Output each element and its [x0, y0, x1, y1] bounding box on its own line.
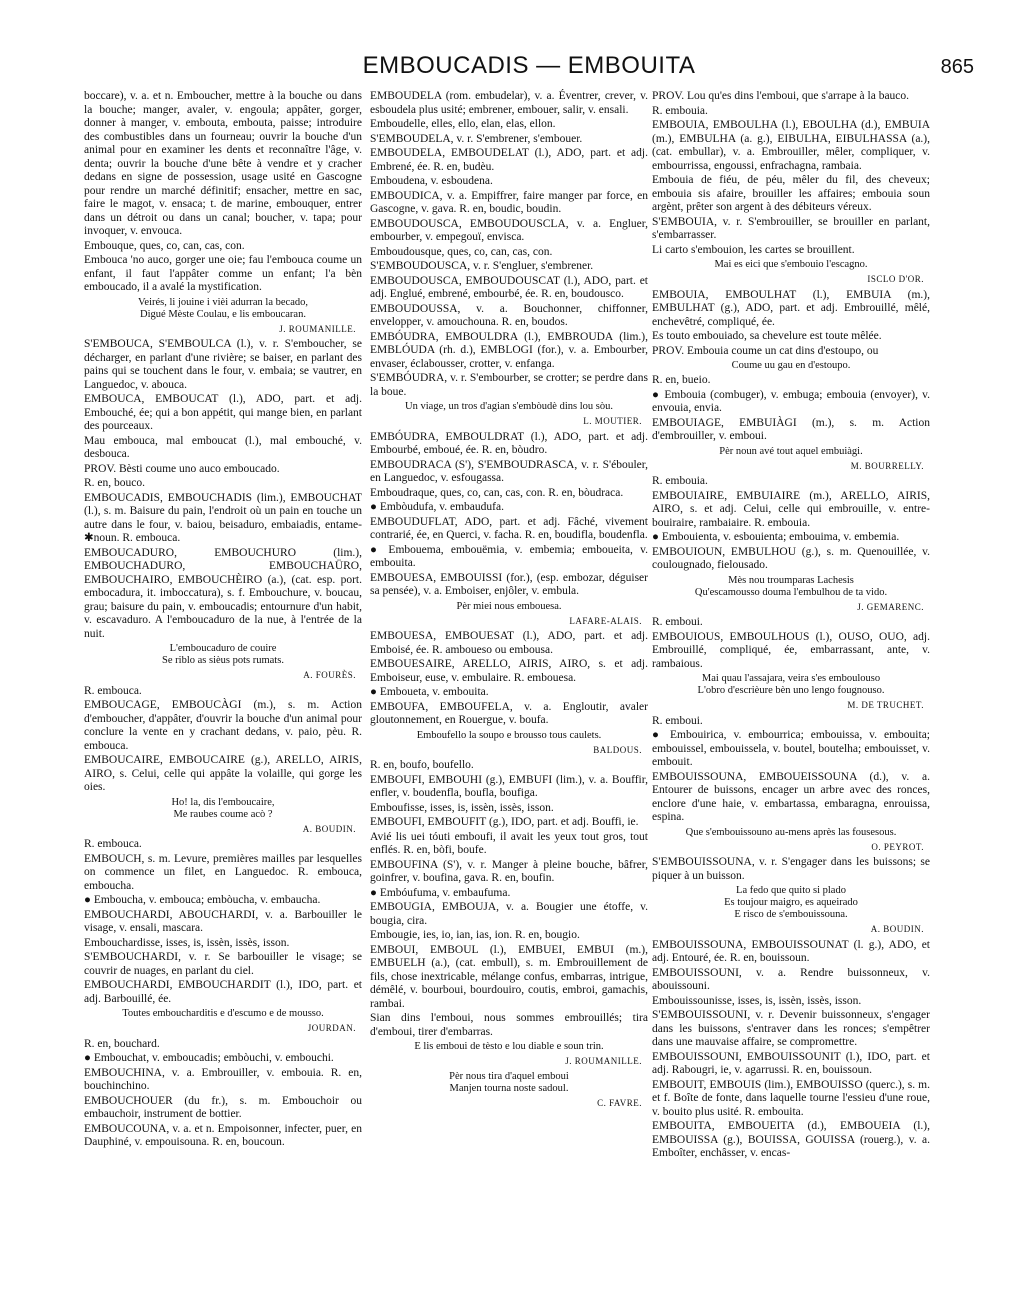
dictionary-entry: EMBOUCHINA, v. a. Embrouiller, v. embouia. R. en, bouchinchino.	[84, 1066, 362, 1092]
dictionary-entry: EMBOUDRACA (S'), S'EMBOUDRASCA, v. r. S'ébouler, en Languedoc, v. esfougassa.	[370, 458, 648, 484]
quotation-verse	[652, 360, 930, 372]
dictionary-entry: Embouia de fiéu, de péu, mêler du fil, des cheveux; embouia sis afaire, brouiller les affaires; embouia soun argènt, prêter son argent à des débiteurs véreux.	[652, 174, 930, 213]
dictionary-entry: EMBOUCHARDI, EMBOUCHARDIT (l.), IDO, part. et adj. Barbouillé, ée.	[84, 979, 362, 1005]
verse-line: Digué Mèste Coulau, e lis emboucaran.	[140, 308, 306, 320]
column-3	[652, 90, 930, 1162]
dictionary-entry: EMBOUISSOUNI, v. a. Rendre buissonneux, v. abouissouni.	[652, 966, 930, 992]
verse-line: Manjen tourna noste sadoul.	[449, 1082, 569, 1094]
verse-line: Coume uu gau en d'estoupo.	[731, 360, 851, 371]
dictionary-entry: EMBOUISSOUNA, EMBOUEISSOUNA (d.), v. a. Entourer de buissons, encager un arbre avec des ronces, enclore d'une haie, v. embartassa, embaragna, enrouissa, espina.	[652, 770, 930, 823]
dictionary-entry: EMBÓUDRA, EMBOULDRA (l.), EMBROUDA (lim.), EMBLÓUDA (rh. d.), EMBLOGI (for.), v. a. Embourber, envaser, éclabousser, crotter, v. enfanga.	[370, 330, 648, 370]
quotation-verse	[370, 601, 648, 613]
dictionary-entry: R. embouca.	[84, 684, 142, 697]
dictionary-entry: ● Embouia (combuger), v. embuga; embouia (envoyer), v. envouia, envia.	[652, 388, 930, 414]
dictionary-entry: Embougie, ies, io, ian, ias, ion. R. en, bougio.	[370, 929, 580, 941]
verse-line: E risco de s'embouissouna.	[734, 909, 848, 920]
dictionary-entry: EMBOUI, EMBOUL (l.), EMBUEI, EMBUI (m.), EMBUELH (a.), (cat. embull), s. m. Embrouillement de fils, chose inextricable, mélange confus, embarras, intrigue, démêlé, v. bourboui, bourdouiro, coutis, embroi, gamachis, rambai.	[370, 943, 648, 1010]
quotation-verse	[84, 643, 362, 667]
dictionary-entry: S'EMBOUCHARDI, v. r. Se barbouiller le visage; se couvrir de nuages, en parlant du ciel.	[84, 951, 362, 977]
dictionary-entry: EMBOUDICA, v. a. Empiffrer, faire manger par force, en Gascogne, v. gava. R. en, boudic, boudin.	[370, 189, 648, 215]
dictionary-entry: R. embouia.	[652, 475, 708, 487]
dictionary-entry: Es touto embouiado, sa chevelure est toute mêlée.	[652, 330, 882, 342]
dictionary-entry: EMBOUFA, EMBOUFELA, v. a. Engloutir, avaler gloutonnement, en Rouergue, v. boufa.	[370, 700, 648, 726]
quotation-source: M. DE TRUCHET.	[847, 700, 924, 710]
dictionary-entry: EMBOUESAIRE, ARELLO, AIRIS, AIRO, s. et adj. Emboiseur, euse, v. embulaire. R. embouesa.	[370, 658, 648, 684]
dictionary-entry: S'EMBOUDOUSCA, v. r. S'engluer, s'embrener.	[370, 260, 594, 272]
quotation-source: A. BOUDIN.	[870, 924, 924, 934]
quotation-verse	[370, 1071, 648, 1095]
quotation-source: ISCLO D'OR.	[867, 274, 924, 284]
verse-line: Se riblo as sièus pots rumats.	[162, 655, 284, 666]
dictionary-entry: EMBOUCH, s. m. Levure, premières mailles par lesquelles on commence un filet, en Languedoc. R. embouca, emboucha.	[84, 852, 362, 892]
verse-line: Mai es eici que s'embouio l'escagno.	[714, 259, 868, 270]
verse-line: Mai quau l'assajara, veira s'es emboulouso	[701, 673, 881, 684]
dictionary-entry: ● Embouema, embouëmia, v. embemia; emboueita, v. embouita.	[370, 543, 648, 569]
dictionary-entry: EMBOUDOUSCA, EMBOUDOUSCLA, v. a. Engluer, embourber, v. empegouï, envisca.	[370, 217, 648, 243]
quotation-source: J. ROUMANILLE.	[279, 323, 356, 334]
quotation-verse	[652, 827, 930, 839]
dictionary-entry: Embouchardisse, isses, is, issèn, issès, isson.	[84, 936, 290, 949]
dictionary-entry: ● Embouienta, v. esbouienta; embouima, v. embemia.	[652, 531, 900, 543]
quotation-source: M. BOURRELLY.	[850, 460, 924, 471]
dictionary-entry: EMBOUIT, EMBOUIS (lim.), EMBOUISSO (querc.), s. m. et f. Boîte de fonte, dans laquelle tourne l'essieu d'une roue, v. bouito plus usité. R. embouita.	[652, 1078, 930, 1118]
dictionary-entry: EMBOUISSOUNI, EMBOUISSOUNIT (l.), IDO, part. et adj. Rabougri, ie, v. agarrussi. R. en, bouissoun.	[652, 1050, 930, 1076]
dictionary-entry: EMBOUFINA (S'), v. r. Manger à pleine bouche, bâfrer, goinfrer, v. boufina, gava. R. en, boufin.	[370, 858, 648, 884]
dictionary-entry: Avié lis uei tóuti emboufi, il avait les yeux tout gros, tout enflés. R. en, bòfi, boufe.	[370, 830, 648, 856]
verse-line: Pèr miei nous embouesa.	[456, 600, 562, 612]
dictionary-entry: EMBOUCAIRE, EMBOUCAIRE (g.), ARELLO, AIRIS, AIRO, s. Celui, celle qui appâte la volaille, qui gorge les oies.	[84, 754, 362, 793]
dictionary-entry: EMBOUESA, EMBOUESAT (l.), ADO, part. et adj. Emboisé, ée. R. amboueso ou embousa.	[370, 630, 648, 656]
dictionary-entry: ● Emboueta, v. embouita.	[370, 686, 489, 698]
quotation-source: L. MOUTIER.	[583, 416, 642, 426]
verse-line: Ho! la, dis l'emboucaire,	[171, 796, 275, 808]
dictionary-entry: R. embouca.	[84, 838, 142, 850]
quotation-verse	[652, 673, 930, 697]
dictionary-entry: EMBOUDELA (rom. embudelar), v. a. Éventrer, crever, v. esboudela plus usité; embrener, embouer, salir, v. ensali.	[370, 90, 648, 116]
quotation-source: A. BOUDIN.	[302, 823, 356, 834]
quotation-verse	[84, 297, 362, 321]
dictionary-entry: PROV. Bèsti coume uno auco emboucado.	[84, 462, 280, 475]
dictionary-entry: EMBOUIAIRE, EMBUIAIRE (m.), ARELLO, AIRIS, AIRO, s. et adj. Celui, celle qui embrouille, v. entre-bouiraire, rambaiaire. R. embouia.	[652, 489, 930, 529]
dictionary-entry: Emboudousque, ques, co, can, cas, con.	[370, 245, 553, 258]
dictionary-entry: S'EMBOUISSOUNI, v. r. Devenir buissonneux, s'engager dans les buissons, s'entraver dans les ronces; s'empêtrer dans une mauvaise affaire, se compromettre.	[652, 1009, 930, 1048]
dictionary-entry: S'EMBOUDELA, v. r. S'embrener, s'embouer.	[370, 132, 583, 145]
dictionary-entry: EMBOUISSOUNA, EMBOUISSOUNAT (l. g.), ADO, et adj. Entouré, ée. R. en, bouissoun.	[652, 938, 930, 964]
page-header	[84, 52, 974, 88]
dictionary-entry: ● Embouchat, v. emboucadis; embòuchi, v. embouchi.	[84, 1052, 334, 1064]
dictionary-entry: Li carto s'embouion, les cartes se brouillent.	[652, 243, 855, 256]
dictionary-entry: EMBOUGIA, EMBOUJA, v. a. Bougier une étoffe, v. bougia, cira.	[370, 901, 648, 927]
dictionary-entry: EMBOUIA, EMBOULHAT (l.), EMBUIA (m.), EMBULHAT (g.), ADO, part. et adj. Embrouillé, mêlé, enchevêtré, compliqué, ée.	[652, 288, 930, 328]
quotation-source: O. PEYROT.	[871, 841, 924, 852]
dictionary-entry: EMBOUIAGE, EMBUIÀGI (m.), s. m. Action d'embrouiller, v. emboui.	[652, 416, 930, 442]
quotation-verse	[652, 259, 930, 271]
dictionary-entry: Embouissounisse, isses, is, issèn, issès, isson.	[652, 994, 862, 1007]
dictionary-entry: S'EMBÓUDRA, v. r. S'embourber, se crotter; se perdre dans la boue.	[370, 372, 648, 398]
dictionary-entry: EMBOUITA, EMBOUEITA (d.), EMBOUEIA (l.), EMBOUISSA (g.), BOUISSA, GOUISSA (rouerg.), v. a. Emboîter, enchâsser, v. encas-	[652, 1120, 930, 1159]
quotation-source: J. GEMARENC.	[857, 601, 924, 612]
dictionary-entry: Embouque, ques, co, can, cas, con.	[84, 239, 245, 252]
dictionary-entry: Emboudelle, elles, ello, elan, elas, ellon.	[370, 118, 556, 130]
page-number: 865	[940, 56, 974, 78]
column-1	[84, 90, 362, 1151]
dictionary-entry: EMBOUCAGE, EMBOUCÀGI (m.), s. m. Action d'emboucher, d'appâter, d'ouvrir la bouche d'un animal pour conclure la vente en y crachant dedans, v. paio, pèu. R. embouca.	[84, 699, 362, 752]
dictionary-entry: ● Embòudufa, v. embaudufa.	[370, 501, 504, 513]
dictionary-entry: EMBOUCA, EMBOUCAT (l.), ADO, part. et adj. Embouché, ée; qui a bon appétit, qui mange bien, en parlant des pourceaux.	[84, 393, 362, 432]
quotation-source: LAFARE-ALAIS.	[569, 615, 642, 626]
page-title: EMBOUCADIS — EMBOUITA	[362, 52, 696, 79]
dictionary-entry: Embouca 'no auco, gorger une oie; fau l'embouca coume un enfant, il faut l'appâter comme un enfant; l'a bèn emboucado, il a avalé la mystification.	[84, 254, 362, 293]
dictionary-entry: EMBOUDELA, EMBOUDELAT (l.), ADO, part. et adj. Embrené, ée. R. en, budèu.	[370, 147, 648, 173]
column-2	[370, 90, 648, 1112]
dictionary-entry: EMBOUFI, EMBOUFIT (g.), IDO, part. et adj. Bouffi, ie.	[370, 816, 639, 828]
dictionary-entry: EMBOUDOUSCA, EMBOUDOUSCAT (l.), ADO, part. et adj. Englué, embrené, embourbé, ée. R. en, boudousco.	[370, 274, 648, 300]
dictionary-entry: EMBOUDOUSSA, v. a. Bouchonner, chiffonner, envelopper, v. amouchouna. R. en, boudos.	[370, 302, 648, 328]
quotation-verse	[370, 730, 648, 742]
dictionary-entry: EMBOUCADURO, EMBOUCHURO (lim.), EMBOUCHADURO, EMBOUCHAÜRO, EMBOUCHAIRO, EMBOUCHÈIRO (a.), (cat. esp. port. embocadura, it. imboccatura), s. f. Embouchure, v. boucau, grau; baisure du pain, v. emboucadis; entournure d'un habit, v. escavaduro. A l'emboucaduro de la nue, à l'entrée de la nuit.	[84, 546, 362, 640]
verse-line: Emboufello la soupo e brousso tous caulets.	[416, 729, 602, 741]
dictionary-entry: S'EMBOUIA, v. r. S'embrouiller, se brouiller en parlant, s'embarrasser.	[652, 215, 930, 241]
verse-line: Mès nou troumparas Lachesis	[728, 574, 854, 586]
verse-line: Pèr nous tira d'aquel emboui	[449, 1070, 569, 1082]
dictionary-entry: R. en, bouco.	[84, 477, 146, 489]
dictionary-entry: R. en, bueio.	[652, 374, 711, 386]
verse-line: Un viage, un tros d'agian s'embòudè dins lou sòu.	[405, 401, 613, 412]
verse-line: Que s'embouissouno au-mens après las fousesous.	[685, 826, 897, 838]
dictionary-entry: EMBOUCOUNA, v. a. et n. Empoisonner, infecter, puer, en Dauphiné, v. empouisouna. R. en, boucoun.	[84, 1122, 362, 1148]
dictionary-entry: R. embouia.	[652, 104, 708, 117]
quotation-verse	[84, 1008, 362, 1020]
verse-line: L'emboucaduro de couire	[169, 643, 277, 654]
quotation-verse	[652, 575, 930, 599]
dictionary-entry: S'EMBOUISSOUNA, v. r. S'engager dans les buissons; se piquer à un buisson.	[652, 856, 930, 882]
dictionary-entry: EMBOUESA, EMBOUISSI (for.), (esp. embozar, déguiser sa pensée), v. a. Emboiser, enjôler, v. embula.	[370, 571, 648, 597]
quotation-source: JOURDAN.	[307, 1023, 356, 1033]
dictionary-entry: boccare), v. a. et n. Emboucher, mettre à la bouche ou dans la bouche; manger, avaler, v. engoula; appâter, gorger, donner à manger, v. embouta, embouta, paisse; introduire des combustibles dans un fourneau; ouvrir la bouche d'un animal pour en examiner les dents et reconnaître l'âge, v. denta; ouvrir la bouche d'une bête à vendre et y cracher dedans en signe de possession, usage usité en Gascogne pour rendre un marché définitif; ensacher, mettre en sac, faire le magot, v. ensaca; t. de marine, embouquer, entrer dans un détroit ou dans un canal; boucher, v. tapa; pour invoquer, v. envouca.	[84, 90, 362, 237]
quotation-source: J. ROUMANILLE.	[565, 1056, 642, 1066]
verse-line: Veirés, li jouine i vièi adurran la becado,	[138, 296, 308, 308]
verse-line: E lis emboui de tèsto e lou diable e soun trin.	[414, 1041, 604, 1052]
verse-line: Pèr noun avé tout aquel embuiàgi.	[719, 445, 863, 457]
dictionary-entry: EMBOUCHARDI, ABOUCHARDI, v. a. Barbouiller le visage, v. ensali, mascara.	[84, 908, 362, 934]
dictionary-entry: ● Emboucha, v. embouca; embòucha, v. embaucha.	[84, 894, 321, 906]
dictionary-entry: Emboufisse, isses, is, issèn, issès, isson.	[370, 801, 554, 814]
dictionary-entry: ● Embóufuma, v. embaufuma.	[370, 886, 511, 899]
dictionary-entry: Sian dins l'emboui, nous sommes embrouillés; tira d'emboui, tirer d'embarras.	[370, 1012, 648, 1038]
dictionary-entry: Emboudraque, ques, co, can, cas, con. R. en, bòudraca.	[370, 486, 624, 499]
verse-line: L'obro d'escrièure bèn uno lengo fougnouso.	[697, 685, 885, 696]
verse-line: Es toujour maigro, es aqueirado	[724, 897, 858, 908]
dictionary-entry: PROV. Embouia coume un cat dins d'estoupo, ou	[652, 344, 879, 357]
verse-line: Me raubes coume acò ?	[173, 808, 273, 820]
quotation-source: BALDOUS.	[593, 744, 642, 755]
dictionary-entry: EMBOUCADIS, EMBOUCHADIS (lim.), EMBOUCHAT (l.), s. m. Baisure du pain, l'endroit où un pain en touche un autre dans le four, v. baiou, beisaduro, embaiadis, entame-✱noun. R. embouca.	[84, 491, 362, 544]
quotation-verse	[652, 446, 930, 458]
quotation-source: C. FAVRE.	[597, 1097, 642, 1108]
dictionary-entry: R. en, bouchard.	[84, 1037, 160, 1050]
quotation-verse	[370, 401, 648, 413]
dictionary-entry: Emboudena, v. esboudena.	[370, 175, 493, 187]
dictionary-entry: ● Embouirica, v. embourrica; embouissa, v. embouita; embouissel, embouissela, v. boutel, boutelha; embouisset, v. embouit.	[652, 729, 930, 768]
quotation-verse	[652, 885, 930, 921]
dictionary-entry: EMBOUIOUN, EMBULHOU (g.), s. m. Quenouillée, v. coulougnado, fielousado.	[652, 545, 930, 571]
dictionary-entry: EMBOUIOUS, EMBOULHOUS (l.), OUSO, OUO, adj. Embrouillé, compliqué, ée, embarrassant, ante, v. rambaious.	[652, 630, 930, 670]
dictionary-entry: EMBOUDUFLAT, ADO, part. et adj. Fâché, vivement contrarié, ée, en Querci, v. facha. R. en, boudifla, boudenfla.	[370, 515, 648, 541]
verse-line: Toutes emboucharditis e d'escumo e de mousso.	[122, 1008, 324, 1019]
dictionary-entry: EMBOUCHOUER (du fr.), s. m. Embouchoir ou embauchoir, instrument de bottier.	[84, 1094, 362, 1120]
quotation-verse	[84, 797, 362, 821]
dictionary-entry: Mau embouca, mal emboucat (l.), mal embouché, v. desbouca.	[84, 434, 362, 460]
quotation-verse	[370, 1041, 648, 1053]
dictionary-entry: EMBÓUDRA, EMBOULDRAT (l.), ADO, part. et adj. Embourbé, emboué, ée. R. en, bòudro.	[370, 430, 648, 456]
dictionary-entry: PROV. Lou qu'es dins l'emboui, que s'arrape à la bauco.	[652, 90, 910, 102]
dictionary-entry: EMBOUIA, EMBOULHA (l.), EBOULHA (d.), EMBUIA (m.), EMBULHA (a. g.), EIBULHA, EIBULHASSA (a.), (cat. embullar), v. a. Embrouiller, mêler, compliquer, v. embourrissa, engoussi, enfrachagna, rambaia.	[652, 119, 930, 172]
dictionary-entry: R. emboui.	[652, 714, 703, 727]
verse-line: La fedo que quito si plado	[736, 885, 846, 896]
verse-line: Qu'escamousso douma l'embulhou de ta vido.	[694, 586, 888, 598]
dictionary-entry: EMBOUFI, EMBOUHI (g.), EMBUFI (lim.), v. a. Bouffir, enfler, v. boudenfla, boufla, boufiga.	[370, 773, 648, 799]
quotation-source: A. FOURÈS.	[303, 670, 356, 680]
dictionary-entry: S'EMBOUCA, S'EMBOULCA (l.), v. r. S'emboucher, se décharger, en parlant d'une rivière; se baiser, en parlant des pains qui se touchent dans le four, v. embaia; se vautrer, en Languedoc, v. abouca.	[84, 338, 362, 391]
dictionary-entry: R. emboui.	[652, 616, 703, 628]
dictionary-entry: R. en, boufo, boufello.	[370, 759, 474, 771]
